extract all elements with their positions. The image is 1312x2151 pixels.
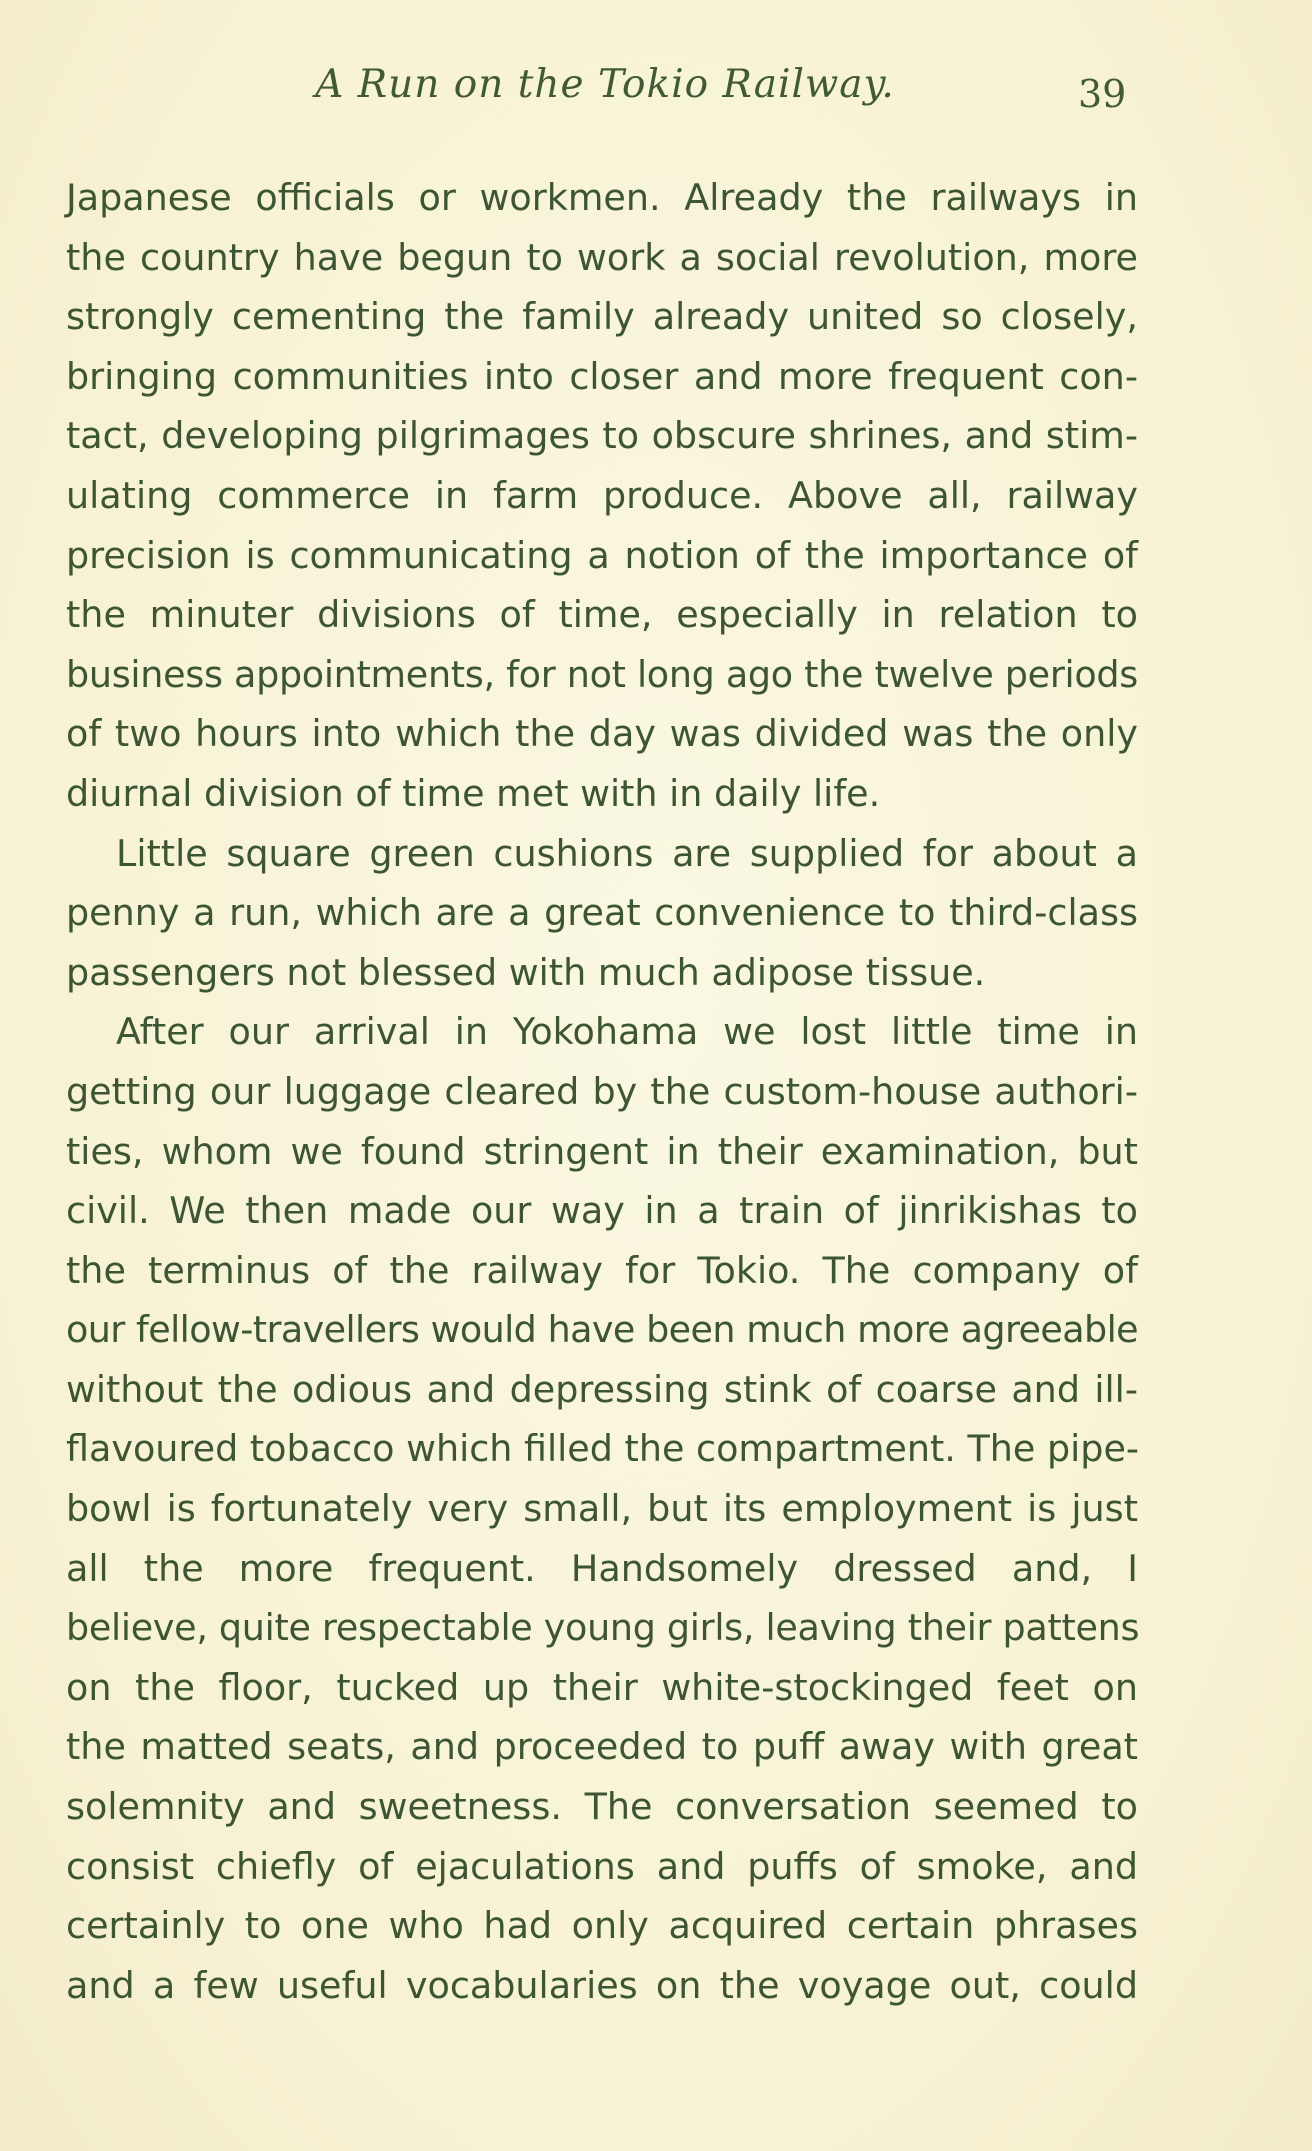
text-line: diurnal division of time met with in daily life. [66,771,881,815]
text-line: bowl is fortunately very small, but its employment is just [66,1487,1138,1531]
text-line: solemnity and sweetness. The conversation seemed to [66,1785,1138,1829]
text-line: bringing communities into closer and more frequent con- [66,354,1138,398]
page-number: 39 [1078,72,1127,116]
text-line: on the floor, tucked up their white-stockinged feet on [66,1665,1138,1709]
text-line: ties, whom we found stringent in their examination, but [66,1129,1138,1173]
text-line: without the odious and depressing stink of coarse and ill- [66,1367,1138,1411]
text-line: business appointments, for not long ago the twelve periods [66,652,1138,696]
text-line: Japanese officials or workmen. Already the railways in [66,176,1138,219]
paragraph-2 [66,824,1138,1003]
paragraph-1 [66,168,1138,824]
text-line: passengers not blessed with much adipose tissue. [66,950,986,994]
text-line: flavoured tobacco which filled the compartment. The pipe- [66,1427,1140,1471]
text-line: civil. We then made our way in a train of jinrikishas to [66,1189,1138,1233]
text-line: the minuter divisions of time, especially in relation to [66,593,1138,637]
text-line: penny a run, which are a great convenience to third-class [66,891,1138,935]
text-line: certainly to one who had only acquired certain phrases [66,1904,1138,1948]
running-title: A Run on the Tokio Railway. [315,62,895,107]
text-line: After our arrival in Yokohama we lost little time in [116,1010,1138,1054]
text-line: Little square green cushions are supplied for about a [116,831,1138,875]
text-line: the terminus of the railway for Tokio. The company of [66,1248,1138,1292]
text-line: precision is communicating a notion of the importance of [66,533,1138,577]
text-line: all the more frequent. Handsomely dressed and, I [66,1546,1138,1590]
running-head [0,62,1312,122]
text-line: and a few useful vocabularies on the voyage out, could [66,1963,1138,2007]
text-line: ulating commerce in farm produce. Above all, railway [66,473,1138,517]
text-line: the country have begun to work a social revolution, more [66,235,1138,279]
text-line: believe, quite respectable young girls, leaving their pattens [66,1606,1140,1650]
text-line: consist chiefly of ejaculations and puffs of smoke, and [66,1844,1138,1888]
text-line: strongly cementing the family already united so closely, [66,295,1138,339]
text-line: getting our luggage cleared by the custom-house authori- [66,1069,1138,1113]
text-line: of two hours into which the day was divided was the only [66,712,1138,756]
text-line: the matted seats, and proceeded to puff away with great [66,1725,1138,1769]
body-text [66,168,1138,2015]
text-line: tact, developing pilgrimages to obscure shrines, and stim- [66,414,1138,458]
paragraph-3 [66,1002,1138,2015]
text-line: our fellow-travellers would have been much more agreeable [66,1308,1138,1352]
